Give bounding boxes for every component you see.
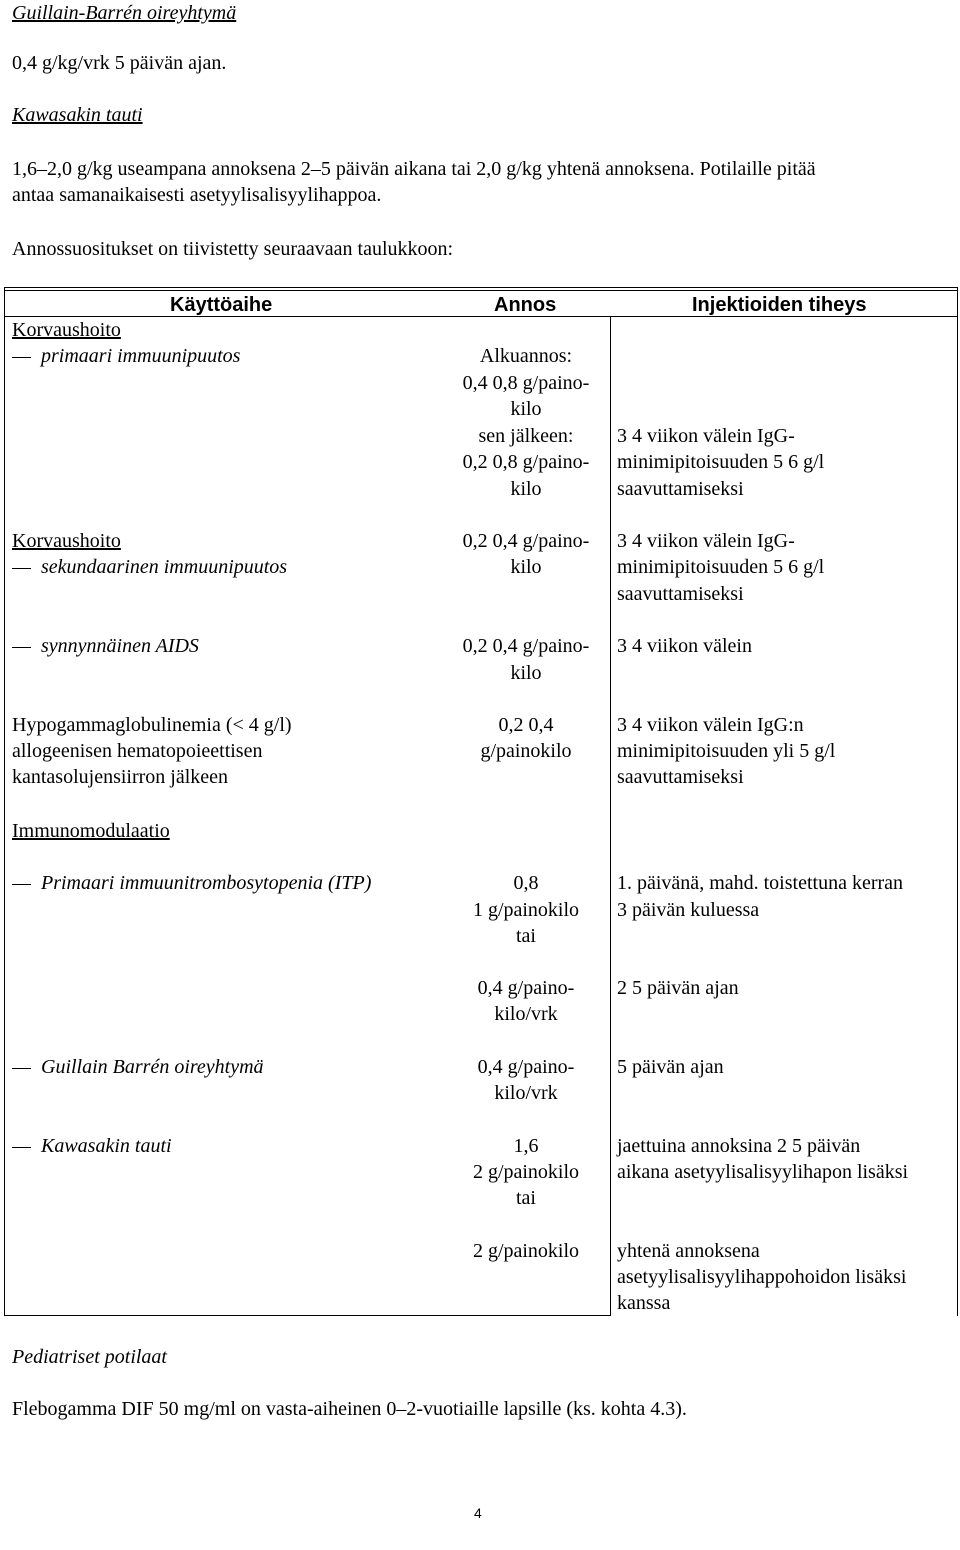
dash-marker [12, 647, 31, 648]
freq-primary-line-2: minimipitoisuuden 5 6 g/l [617, 451, 825, 473]
freq-secondary-line-1: 3 4 viikon välein IgG- [617, 530, 795, 552]
dose-primary-line-4: sen jälkeen: [478, 425, 574, 447]
group-immunomodulation: Immunomodulaatio [12, 820, 170, 842]
freq-itp-1-line-1: 1. päivänä, mahd. toistettuna kerran [617, 872, 904, 894]
dose-primary-line-2: 0,4 0,8 g/paino- [462, 372, 590, 394]
indication-secondary-immunodeficiency: sekundaarinen immuunipuutos [41, 556, 288, 578]
table-right-border [957, 287, 958, 1316]
freq-gbs: 5 päivän ajan [617, 1056, 724, 1078]
freq-secondary-line-3: saavuttamiseksi [617, 583, 744, 605]
kawasaki-heading: Kawasakin tauti [12, 104, 143, 126]
freq-itp-1-line-2: 3 päivän kuluessa [617, 899, 760, 921]
dash-marker [12, 1147, 31, 1148]
freq-kawasaki-2-line-3: kanssa [617, 1292, 671, 1314]
dose-aids-line-2: kilo [510, 662, 542, 684]
kawasaki-dose-line-2: antaa samanaikaisesti asetyylisalisyylihappoa. [12, 184, 382, 206]
dose-itp-1-line-1: 0,8 [513, 872, 539, 894]
dash-marker [12, 884, 31, 885]
indication-hypogamma-line-1: Hypogammaglobulinemia (< 4 g/l) [12, 714, 292, 736]
summary-sentence: Annossuositukset on tiivistetty seuraavaan taulukkoon: [12, 238, 454, 260]
dose-kawasaki-1-line-2: 2 g/painokilo [472, 1161, 580, 1183]
dose-primary-line-3: kilo [510, 398, 542, 420]
dose-itp-1-line-2: 1 g/painokilo [472, 899, 580, 921]
group-replacement-therapy-2: Korvaushoito [12, 530, 121, 552]
freq-itp-2: 2 5 päivän ajan [617, 977, 739, 999]
indication-itp: Primaari immuunitrombosytopenia (ITP) [41, 872, 372, 894]
table-left-border [4, 287, 5, 1316]
pediatric-heading: Pediatriset potilaat [12, 1346, 167, 1368]
freq-kawasaki-2-line-2: asetyylisalisyylihappohoidon lisäksi [617, 1266, 907, 1288]
dash-marker [12, 357, 31, 358]
dose-gbs-line-1: 0,4 g/paino- [477, 1056, 575, 1078]
freq-hypogamma-line-3: saavuttamiseksi [617, 766, 744, 788]
indication-congenital-aids: synnynnäinen AIDS [41, 635, 199, 657]
table-top-border-inner [4, 290, 958, 291]
kawasaki-dose-line-1: 1,6–2,0 g/kg useampana annoksena 2–5 päivän aikana tai 2,0 g/kg yhtenä annoksena. Potilaille pitää [12, 158, 816, 180]
freq-kawasaki-1-line-2: aikana asetyylisalisyylihapon lisäksi [617, 1161, 909, 1183]
header-indication: Käyttöaihe [170, 294, 273, 316]
indication-primary-immunodeficiency: primaari immuunipuutos [41, 345, 241, 367]
freq-primary-line-1: 3 4 viikon välein IgG- [617, 425, 795, 447]
indication-gbs: Guillain Barrén oireyhtymä [41, 1056, 264, 1078]
freq-secondary-line-2: minimipitoisuuden 5 6 g/l [617, 556, 825, 578]
dose-secondary-line-1: 0,2 0,4 g/paino- [462, 530, 590, 552]
indication-kawasaki: Kawasakin tauti [41, 1135, 172, 1157]
gbs-heading: Guillain-Barrén oireyhtymä [12, 2, 237, 24]
gbs-dose-text: 0,4 g/kg/vrk 5 päivän ajan. [12, 52, 227, 74]
indication-hypogamma-line-3: kantasolujensiirron jälkeen [12, 766, 229, 788]
freq-hypogamma-line-1: 3 4 viikon välein IgG:n [617, 714, 804, 736]
freq-kawasaki-1-line-1: jaettuina annoksina 2 5 päivän [617, 1135, 861, 1157]
freq-primary-line-3: saavuttamiseksi [617, 478, 744, 500]
dose-kawasaki-2: 2 g/painokilo [472, 1240, 580, 1262]
dose-itp-2-line-1: 0,4 g/paino- [477, 977, 575, 999]
dose-itp-2-line-2: kilo/vrk [494, 1003, 558, 1025]
dose-primary-line-6: kilo [510, 478, 542, 500]
dash-marker [12, 568, 31, 569]
freq-hypogamma-line-2: minimipitoisuuden yli 5 g/l [617, 740, 836, 762]
dose-hypogamma-line-1: 0,2 0,4 [498, 714, 554, 736]
dose-kawasaki-1-line-1: 1,6 [513, 1135, 539, 1157]
indication-hypogamma-line-2: allogeenisen hematopoieettisen [12, 740, 263, 762]
dose-kawasaki-1-line-3: tai [516, 1187, 536, 1209]
header-frequency: Injektioiden tiheys [692, 294, 867, 316]
freq-kawasaki-2-line-1: yhtenä annoksena [617, 1240, 760, 1262]
dose-primary-line-5: 0,2 0,8 g/paino- [462, 451, 590, 473]
freq-aids: 3 4 viikon välein [617, 635, 752, 657]
group-replacement-therapy: Korvaushoito [12, 319, 121, 341]
header-dose: Annos [494, 294, 557, 316]
dose-aids-line-1: 0,2 0,4 g/paino- [462, 635, 590, 657]
dose-hypogamma-line-2: g/painokilo [480, 740, 572, 762]
page-number: 4 [474, 1505, 482, 1521]
table-bottom-border [4, 1315, 611, 1316]
dose-secondary-line-2: kilo [510, 556, 542, 578]
pediatric-text: Flebogamma DIF 50 mg/ml on vasta-aiheinen 0–2-vuotiaille lapsille (ks. kohta 4.3). [12, 1398, 687, 1420]
dash-marker [12, 1068, 31, 1069]
dose-itp-1-line-3: tai [516, 925, 536, 947]
table-top-border [4, 287, 958, 288]
dose-gbs-line-2: kilo/vrk [494, 1082, 558, 1104]
dose-primary-line-1: Alkuannos: [479, 345, 573, 367]
